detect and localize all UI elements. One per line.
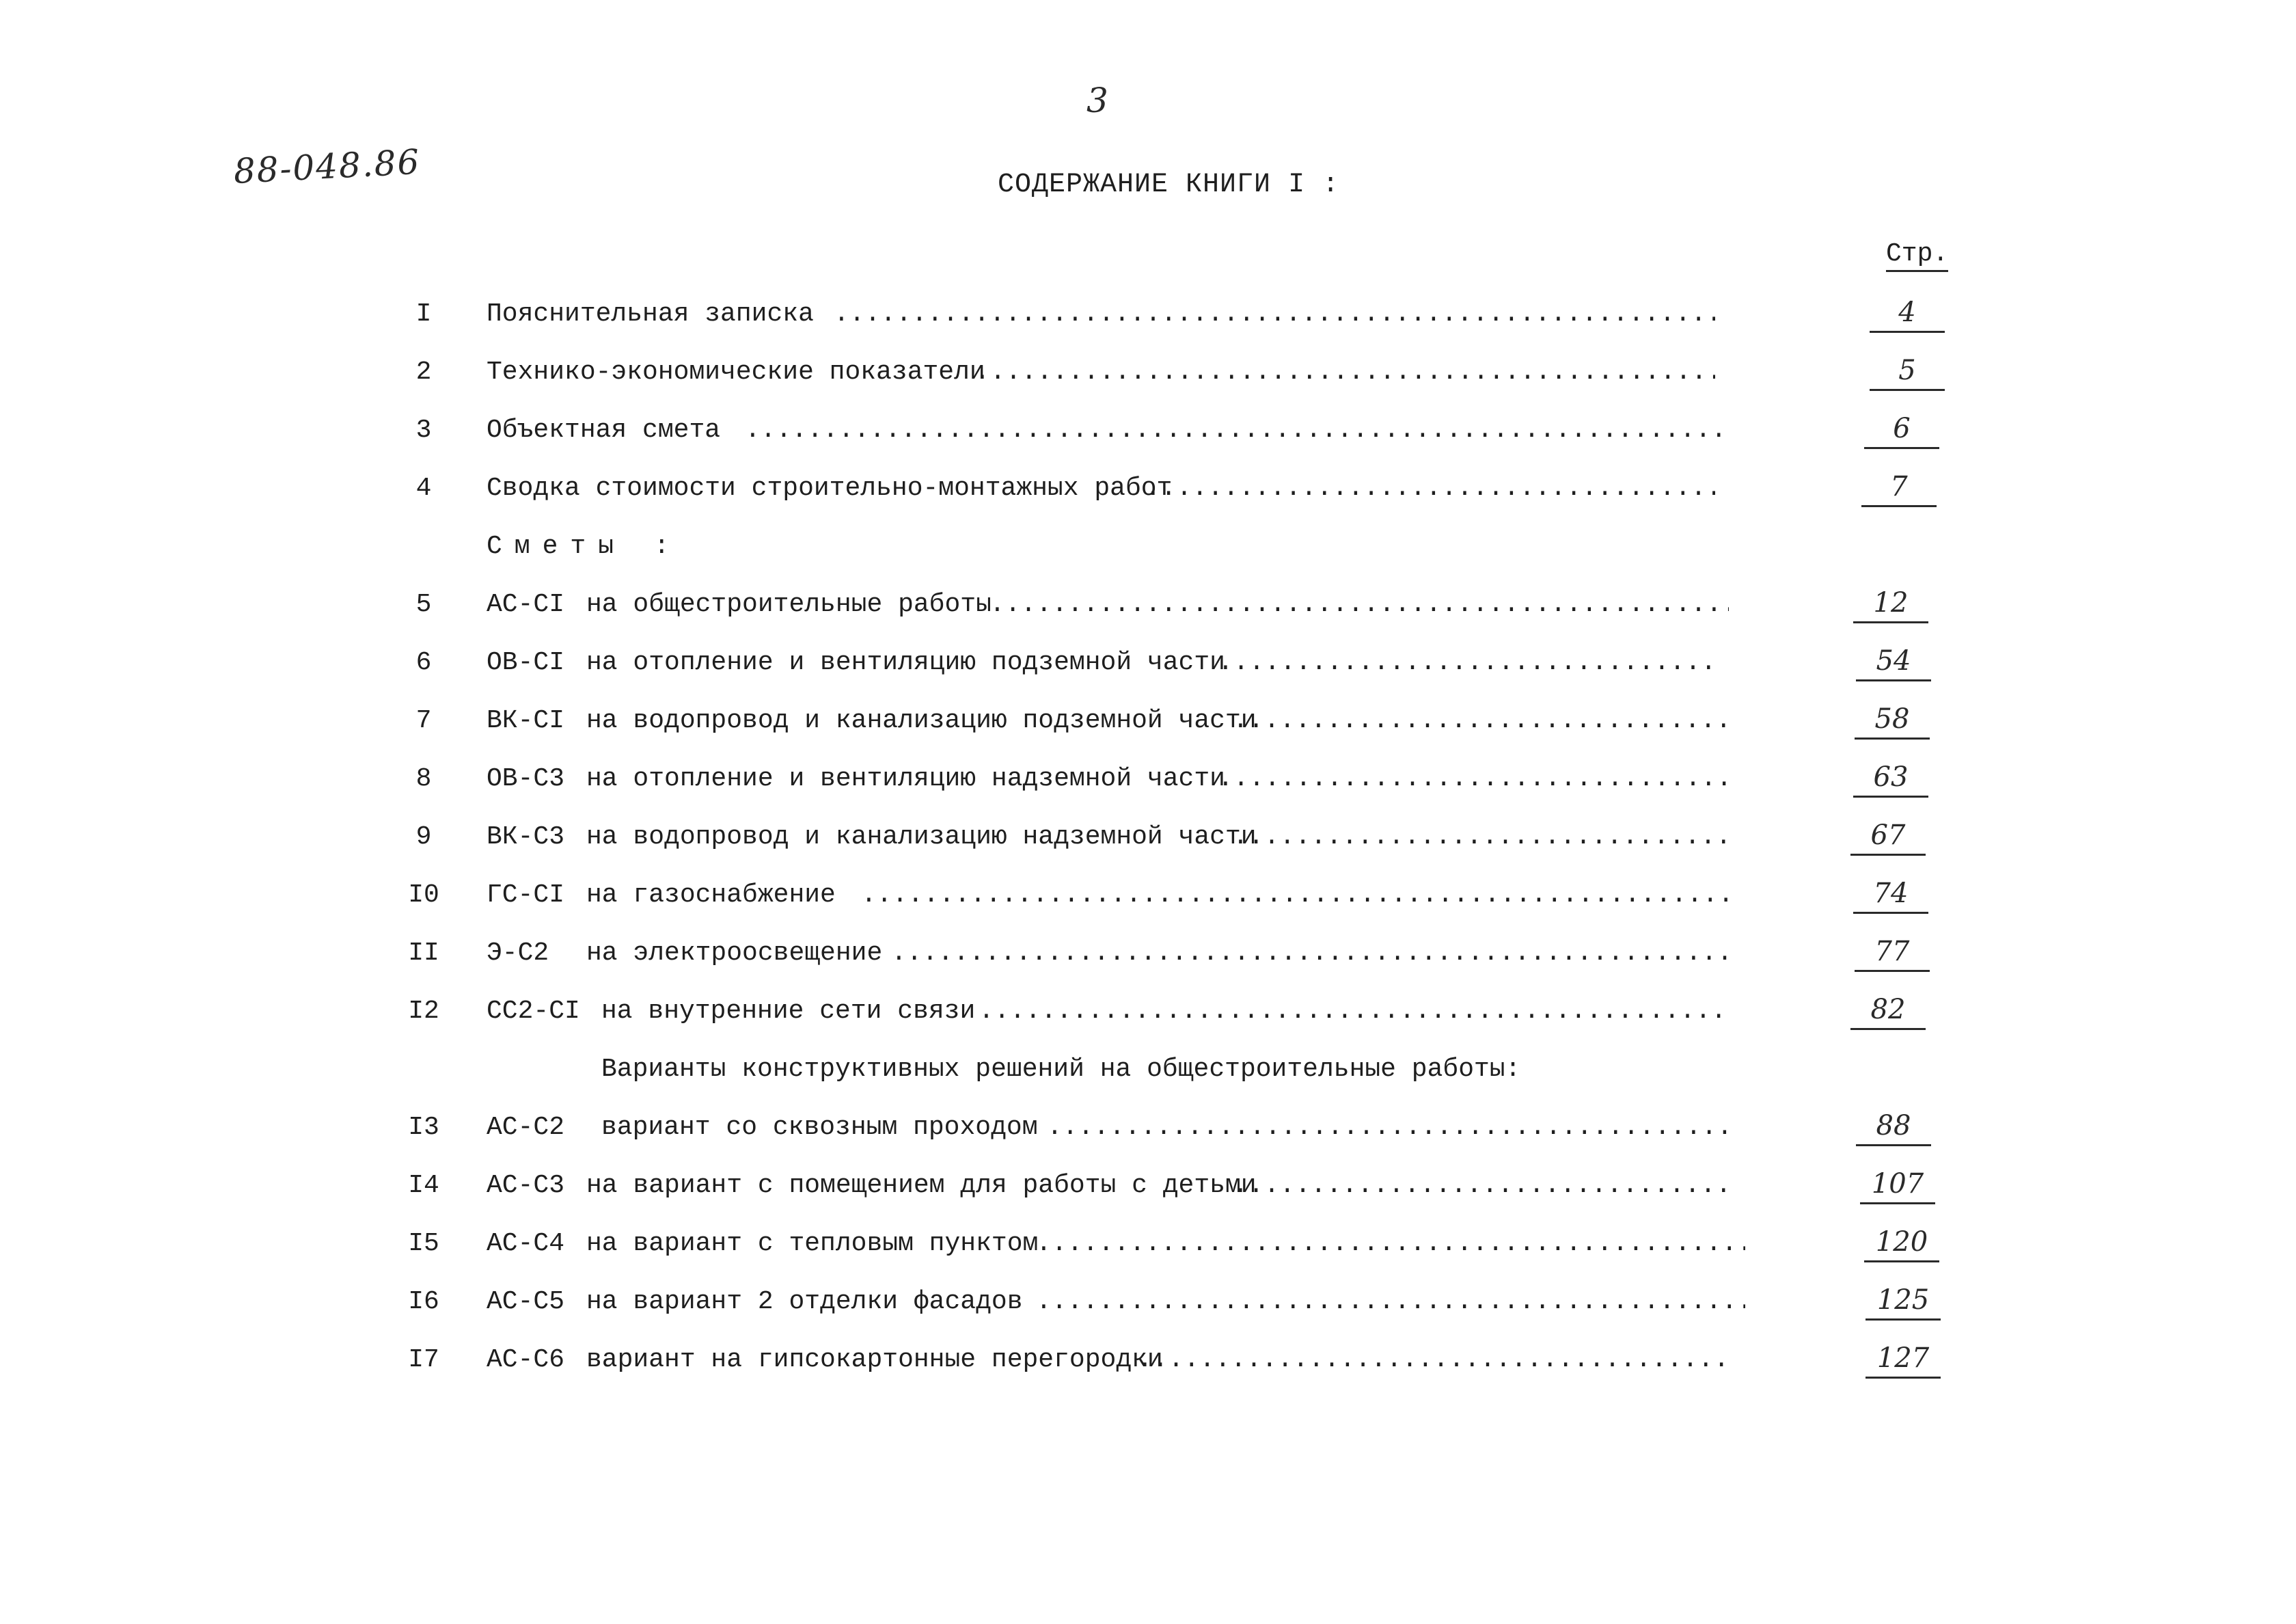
entry-label: на вариант с помещением для работы с детьми — [586, 1171, 1257, 1200]
entry-page: 125 — [1866, 1282, 1941, 1321]
dot-leader — [1047, 1107, 1729, 1148]
toc-row — [0, 468, 2296, 526]
entry-page: 12 — [1853, 584, 1928, 623]
entry-number: I7 — [408, 1345, 439, 1375]
dot-leader — [1233, 1165, 1729, 1206]
toc-row — [0, 294, 2296, 351]
entry-code: Э-С2 — [487, 938, 549, 968]
dot-leader — [834, 294, 1715, 335]
dot-leader — [1233, 817, 1729, 858]
page-number: 3 — [1086, 81, 1108, 120]
entry-page: 77 — [1855, 933, 1930, 972]
entry-label: Объектная смета — [487, 416, 721, 445]
toc-row — [0, 1223, 2296, 1281]
toc-row — [0, 875, 2296, 932]
toc-title: СОДЕРЖАНИЕ КНИГИ I : — [998, 170, 1340, 200]
dot-leader — [861, 875, 1729, 916]
entry-code: СС2-СI — [487, 997, 580, 1026]
entry-label: на водопровод и канализацию надземной части — [586, 822, 1257, 852]
dot-leader — [745, 410, 1729, 451]
toc-row — [0, 991, 2296, 1048]
entry-page: 127 — [1866, 1340, 1941, 1379]
entry-label: вариант со сквозным проходом — [601, 1113, 1038, 1142]
dot-leader — [1218, 759, 1729, 800]
entry-page: 5 — [1870, 352, 1945, 391]
document-code: 88-048.86 — [232, 141, 422, 191]
entry-number: I5 — [408, 1229, 439, 1258]
toc-row — [0, 584, 2296, 642]
entry-label: Пояснительная записка — [487, 299, 814, 329]
toc-row — [0, 410, 2296, 468]
entry-code: ГС-СI — [487, 880, 565, 910]
toc-row — [0, 642, 2296, 700]
dot-leader — [1145, 468, 1715, 509]
entry-page: 54 — [1856, 642, 1931, 681]
entry-number: I6 — [408, 1287, 439, 1316]
toc-row — [0, 1340, 2296, 1397]
entry-number: I0 — [408, 880, 439, 910]
entry-number: I4 — [408, 1171, 439, 1200]
entry-number: 4 — [415, 474, 432, 503]
dot-leader — [979, 991, 1729, 1032]
entry-code: АС-С6 — [487, 1345, 565, 1375]
entry-code: ОВ-С3 — [487, 764, 565, 794]
entry-number: 2 — [415, 357, 432, 387]
variants-heading: Варианты конструктивных решений на общестроительные работы: — [601, 1055, 1521, 1084]
entry-number: I3 — [408, 1113, 439, 1142]
entry-number: 5 — [415, 590, 432, 619]
dot-leader — [1036, 1282, 1745, 1323]
entry-label: на электроосвещение — [586, 938, 883, 968]
entry-page: 67 — [1850, 817, 1926, 856]
dot-leader — [974, 352, 1715, 393]
entry-code: АС-С5 — [487, 1287, 565, 1316]
dot-leader — [1137, 1340, 1729, 1381]
entry-label: вариант на гипсокартонные перегородки — [586, 1345, 1163, 1375]
entry-code: АС-С2 — [487, 1113, 565, 1142]
entry-label: на газоснабжение — [586, 880, 836, 910]
entry-label: Технико-экономические показатели — [487, 357, 985, 387]
entry-page: 120 — [1864, 1223, 1939, 1262]
entry-label: на отопление и вентиляцию надземной части — [586, 764, 1225, 794]
entry-page: 107 — [1860, 1165, 1935, 1204]
toc-row — [0, 352, 2296, 409]
entry-page: 4 — [1870, 294, 1945, 333]
entry-number: I — [415, 299, 432, 329]
entry-page: 74 — [1853, 875, 1928, 914]
toc-row — [0, 1107, 2296, 1165]
dot-leader — [989, 584, 1729, 625]
entry-label: Сводка стоимости строительно-монтажных работ — [487, 474, 1173, 503]
toc-row — [0, 701, 2296, 758]
entry-label: на вариант с тепловым пунктом — [586, 1229, 1039, 1258]
entry-page: 88 — [1856, 1107, 1931, 1146]
toc-row — [0, 1282, 2296, 1339]
entry-number: 8 — [415, 764, 432, 794]
toc-row — [0, 1165, 2296, 1223]
dot-leader — [1036, 1223, 1745, 1264]
page-column-header: Стр. — [1886, 239, 1948, 272]
toc-row — [0, 817, 2296, 874]
dot-leader — [1218, 642, 1715, 684]
entry-code: ВК-СI — [487, 706, 565, 735]
entry-label: на отопление и вентиляцию подземной части — [586, 648, 1225, 677]
entry-label: на водопровод и канализацию подземной части — [586, 706, 1257, 735]
entry-code: АС-С4 — [487, 1229, 565, 1258]
toc-row — [0, 759, 2296, 816]
entry-label: на внутренние сети связи — [601, 997, 976, 1026]
entry-label: на вариант 2 отделки фасадов — [586, 1287, 1023, 1316]
section-heading-row — [0, 526, 2296, 584]
entry-number: II — [408, 938, 439, 968]
entry-number: 3 — [415, 416, 432, 445]
entry-number: 7 — [415, 706, 432, 735]
entry-number: 6 — [415, 648, 432, 677]
entry-label: на общестроительные работы — [586, 590, 992, 619]
entry-page: 58 — [1855, 701, 1930, 740]
entry-number: 9 — [415, 822, 432, 852]
entry-page: 6 — [1864, 410, 1939, 449]
entry-page: 82 — [1850, 991, 1926, 1030]
entry-page: 7 — [1861, 468, 1937, 507]
entry-code: АС-СI — [487, 590, 565, 619]
entry-code: АС-С3 — [487, 1171, 565, 1200]
dot-leader — [891, 933, 1729, 974]
entry-code: ОВ-СI — [487, 648, 565, 677]
estimates-heading: Сметы : — [487, 532, 682, 561]
toc-row — [0, 933, 2296, 990]
entry-code: ВК-С3 — [487, 822, 565, 852]
entry-page: 63 — [1853, 759, 1928, 798]
dot-leader — [1233, 701, 1729, 742]
section-heading-row — [0, 1049, 2296, 1107]
entry-number: I2 — [408, 997, 439, 1026]
